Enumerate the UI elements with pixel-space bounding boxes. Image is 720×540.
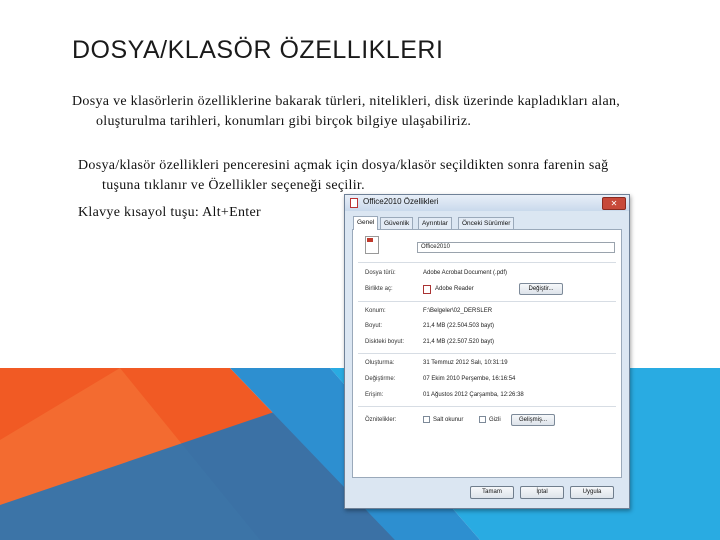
size-on-disk-value: 21,4 MB (22.507.520 bayt)	[423, 339, 495, 345]
attributes-label: Öznitelikler:	[365, 417, 397, 423]
adobe-reader-icon	[423, 285, 431, 294]
cancel-button[interactable]: İptal	[520, 486, 564, 499]
pdf-file-icon	[350, 198, 358, 208]
accessed-value: 01 Ağustos 2012 Çarşamba, 12:26:38	[423, 392, 524, 398]
apply-button[interactable]: Uygula	[570, 486, 614, 499]
file-type-label: Dosya türü:	[365, 270, 396, 276]
location-value: F:\Belgeler\02_DERSLER	[423, 308, 493, 314]
created-label: Oluşturma:	[365, 360, 395, 366]
divider	[358, 353, 616, 354]
dialog-titlebar[interactable]	[345, 195, 629, 211]
tab-general[interactable]: Genel	[353, 216, 378, 230]
advanced-button[interactable]: Gelişmiş...	[511, 414, 555, 426]
divider	[358, 406, 616, 407]
file-type-value: Adobe Acrobat Document (.pdf)	[423, 270, 508, 276]
readonly-checkbox[interactable]	[423, 416, 430, 423]
bullet-open-properties: Dosya/klasör özellikleri penceresini açmak için dosya/klasör seçildikten sonra farenin sağ tuşuna tıklanır ve Özellikler seçeneği seçilir.	[78, 158, 609, 193]
modified-value: 07 Ekim 2010 Perşembe, 16:16:54	[423, 376, 516, 382]
hidden-label: Gizli	[489, 417, 501, 423]
dialog-title: Office2010 Özellikleri	[363, 197, 439, 206]
hidden-checkbox[interactable]	[479, 416, 486, 423]
tab-security[interactable]: Güvenlik	[380, 217, 413, 229]
ok-button[interactable]: Tamam	[470, 486, 514, 499]
pdf-file-icon	[365, 236, 379, 254]
properties-dialog	[344, 194, 630, 509]
modified-label: Değiştirme:	[365, 376, 396, 382]
bullet-keyboard-shortcut: Klavye kısayol tuşu: Alt+Enter	[78, 205, 261, 220]
accessed-label: Erişim:	[365, 392, 384, 398]
created-value: 31 Temmuz 2012 Salı, 10:31:19	[423, 360, 508, 366]
location-label: Konum:	[365, 308, 386, 314]
readonly-label: Salt okunur	[433, 417, 464, 423]
opens-with-label: Birlikte aç:	[365, 286, 393, 292]
opens-with-value: Adobe Reader	[435, 286, 474, 292]
tab-details[interactable]: Ayrıntılar	[418, 217, 452, 229]
size-label: Boyut:	[365, 323, 383, 329]
slide-title: DOSYA/KLASÖR ÖZELLIKLERI	[72, 36, 444, 64]
tab-previous-versions[interactable]: Önceki Sürümler	[458, 217, 514, 229]
bullet-file-properties: Dosya ve klasörlerin özelliklerine bakarak türleri, nitelikleri, disk üzerinde kapladıkları alan, oluşturulma tarihleri, konumları gibi birçok bilgiye ulaşabiliriz.	[72, 94, 621, 129]
close-button[interactable]: ✕	[602, 197, 626, 210]
size-value: 21,4 MB (22.504.503 bayt)	[423, 323, 495, 329]
size-on-disk-label: Diskteki boyut:	[365, 339, 405, 345]
divider	[358, 262, 616, 263]
general-panel	[352, 229, 622, 478]
change-button[interactable]: Değiştir...	[519, 283, 563, 295]
file-name-input[interactable]: Office2010	[417, 242, 615, 253]
divider	[358, 301, 616, 302]
